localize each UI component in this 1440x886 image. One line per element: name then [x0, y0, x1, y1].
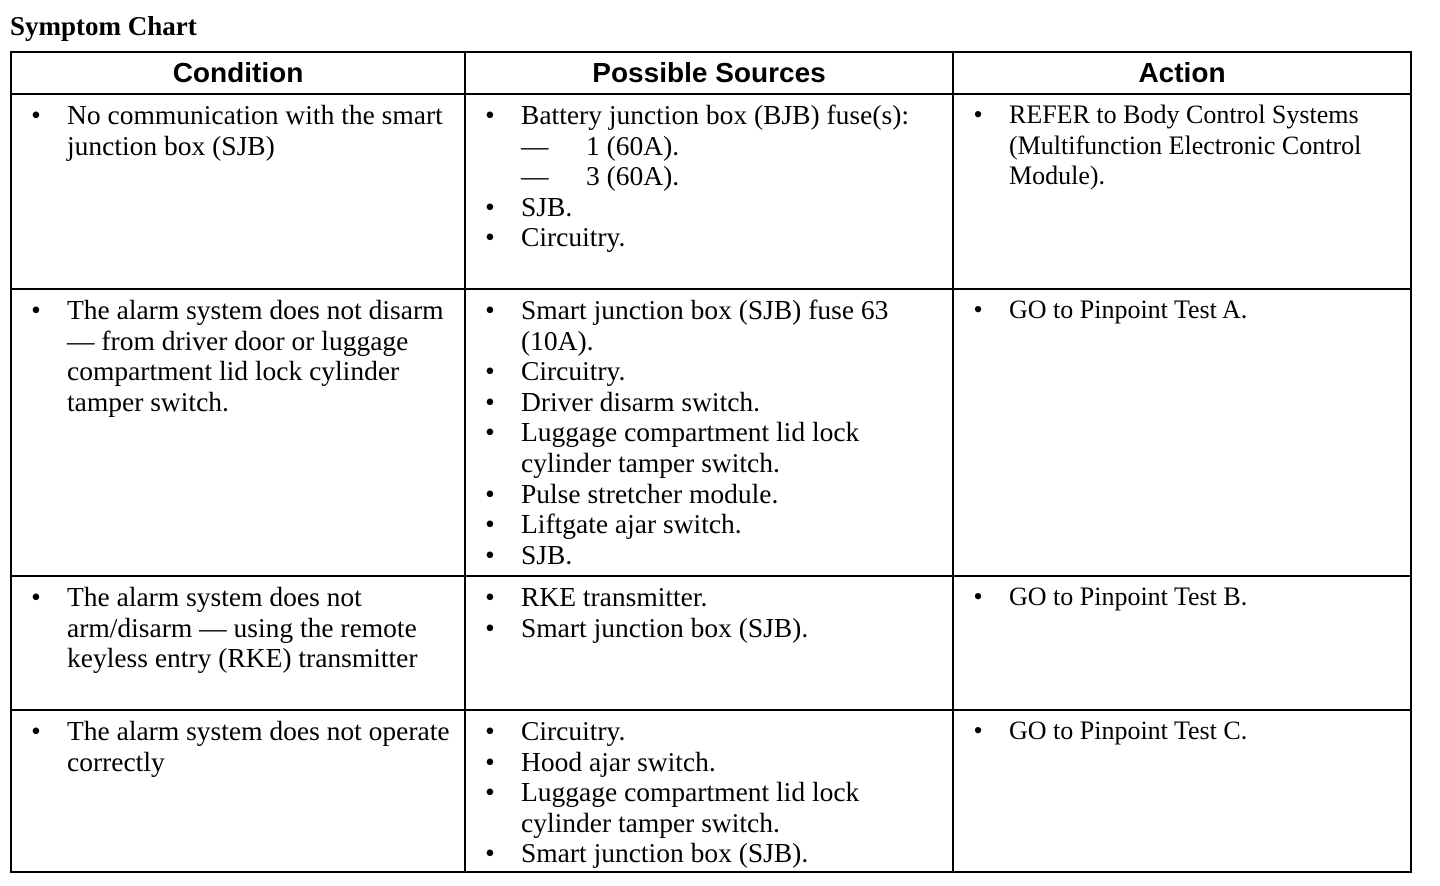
bullet-icon: • — [973, 100, 983, 129]
bullet-icon: • — [485, 776, 495, 808]
table-row — [11, 576, 1411, 710]
bullet-icon: • — [31, 581, 41, 612]
bullet-icon: • — [973, 582, 983, 611]
source-subitem: — 3 (60A). — [521, 160, 680, 192]
bullet-icon: • — [485, 221, 495, 253]
source-item: • Luggage compartment lid lock cylinder tamper switch. — [466, 417, 952, 478]
bullet-icon: • — [31, 294, 41, 325]
header-condition: Condition — [11, 52, 465, 94]
action-cell — [953, 710, 1411, 872]
action-item: • GO to Pinpoint Test C. — [954, 716, 1410, 747]
source-subitem: — 1 (60A). — [521, 129, 680, 161]
bullet-icon: • — [485, 477, 495, 509]
action-item: • GO to Pinpoint Test A. — [954, 295, 1410, 326]
condition-cell — [11, 710, 465, 872]
dash-icon: — — [521, 129, 549, 161]
bullet-icon: • — [31, 715, 41, 746]
source-item: • Luggage compartment lid lock cylinder tamper switch. — [466, 777, 952, 838]
condition-item: • No communication with the smart junction box (SJB) — [12, 100, 464, 161]
source-item: • RKE transmitter. — [466, 582, 952, 613]
bullet-icon: • — [485, 581, 495, 612]
source-item: • Smart junction box (SJB) fuse 63 (10A). — [466, 295, 952, 356]
table-row — [11, 289, 1411, 576]
sources-cell — [465, 576, 953, 710]
condition-cell — [11, 289, 465, 576]
source-item: • Circuitry. — [466, 716, 952, 747]
action-item: • GO to Pinpoint Test B. — [954, 582, 1410, 613]
bullet-icon: • — [485, 837, 495, 869]
action-cell — [953, 94, 1411, 289]
bullet-icon: • — [485, 745, 495, 777]
action-cell — [953, 576, 1411, 710]
bullet-icon: • — [485, 355, 495, 387]
action-item: • REFER to Body Control Systems (Multifunction Electronic Control Module). — [954, 100, 1410, 192]
bullet-icon: • — [973, 716, 983, 745]
condition-item: • The alarm system does not operate correctly — [12, 716, 464, 777]
bullet-icon: • — [485, 294, 495, 325]
source-item: • Battery junction box (BJB) fuse(s): — 1 (60A). — 3 (60A). — [466, 100, 952, 192]
condition-cell — [11, 94, 465, 289]
bullet-icon: • — [485, 538, 495, 570]
table-row — [11, 94, 1411, 289]
table-header-row — [11, 52, 1411, 94]
bullet-icon: • — [31, 99, 41, 130]
bullet-icon: • — [485, 416, 495, 448]
source-item: • Circuitry. — [466, 222, 952, 253]
header-action: Action — [953, 52, 1411, 94]
condition-item: • The alarm system does not disarm — from driver door or luggage compartment lid lock cylinder tamper switch. — [12, 295, 464, 417]
page-title: Symptom Chart — [10, 11, 197, 41]
sources-cell — [465, 94, 953, 289]
symptom-chart-table — [10, 51, 1412, 873]
source-item: • Hood ajar switch. — [466, 747, 952, 778]
bullet-icon: • — [485, 715, 495, 746]
bullet-icon: • — [485, 611, 495, 643]
condition-cell — [11, 576, 465, 710]
source-item: • Smart junction box (SJB). — [466, 613, 952, 644]
bullet-icon: • — [973, 295, 983, 324]
source-item: • SJB. — [466, 540, 952, 571]
bullet-icon: • — [485, 190, 495, 222]
source-item: • Pulse stretcher module. — [466, 479, 952, 510]
source-item: • Liftgate ajar switch. — [466, 509, 952, 540]
source-item: • Circuitry. — [466, 356, 952, 387]
source-item: • Smart junction box (SJB). — [466, 838, 952, 869]
header-possible-sources: Possible Sources — [465, 52, 953, 94]
bullet-icon: • — [485, 99, 495, 130]
sources-cell — [465, 289, 953, 576]
table-row — [11, 710, 1411, 872]
source-item: • Driver disarm switch. — [466, 387, 952, 418]
sources-cell — [465, 710, 953, 872]
bullet-icon: • — [485, 508, 495, 540]
bullet-icon: • — [485, 385, 495, 417]
dash-icon: — — [521, 160, 549, 192]
source-item: • SJB. — [466, 192, 952, 223]
action-cell — [953, 289, 1411, 576]
condition-item: • The alarm system does not arm/disarm — using the remote keyless entry (RKE) transmitter — [12, 582, 464, 674]
